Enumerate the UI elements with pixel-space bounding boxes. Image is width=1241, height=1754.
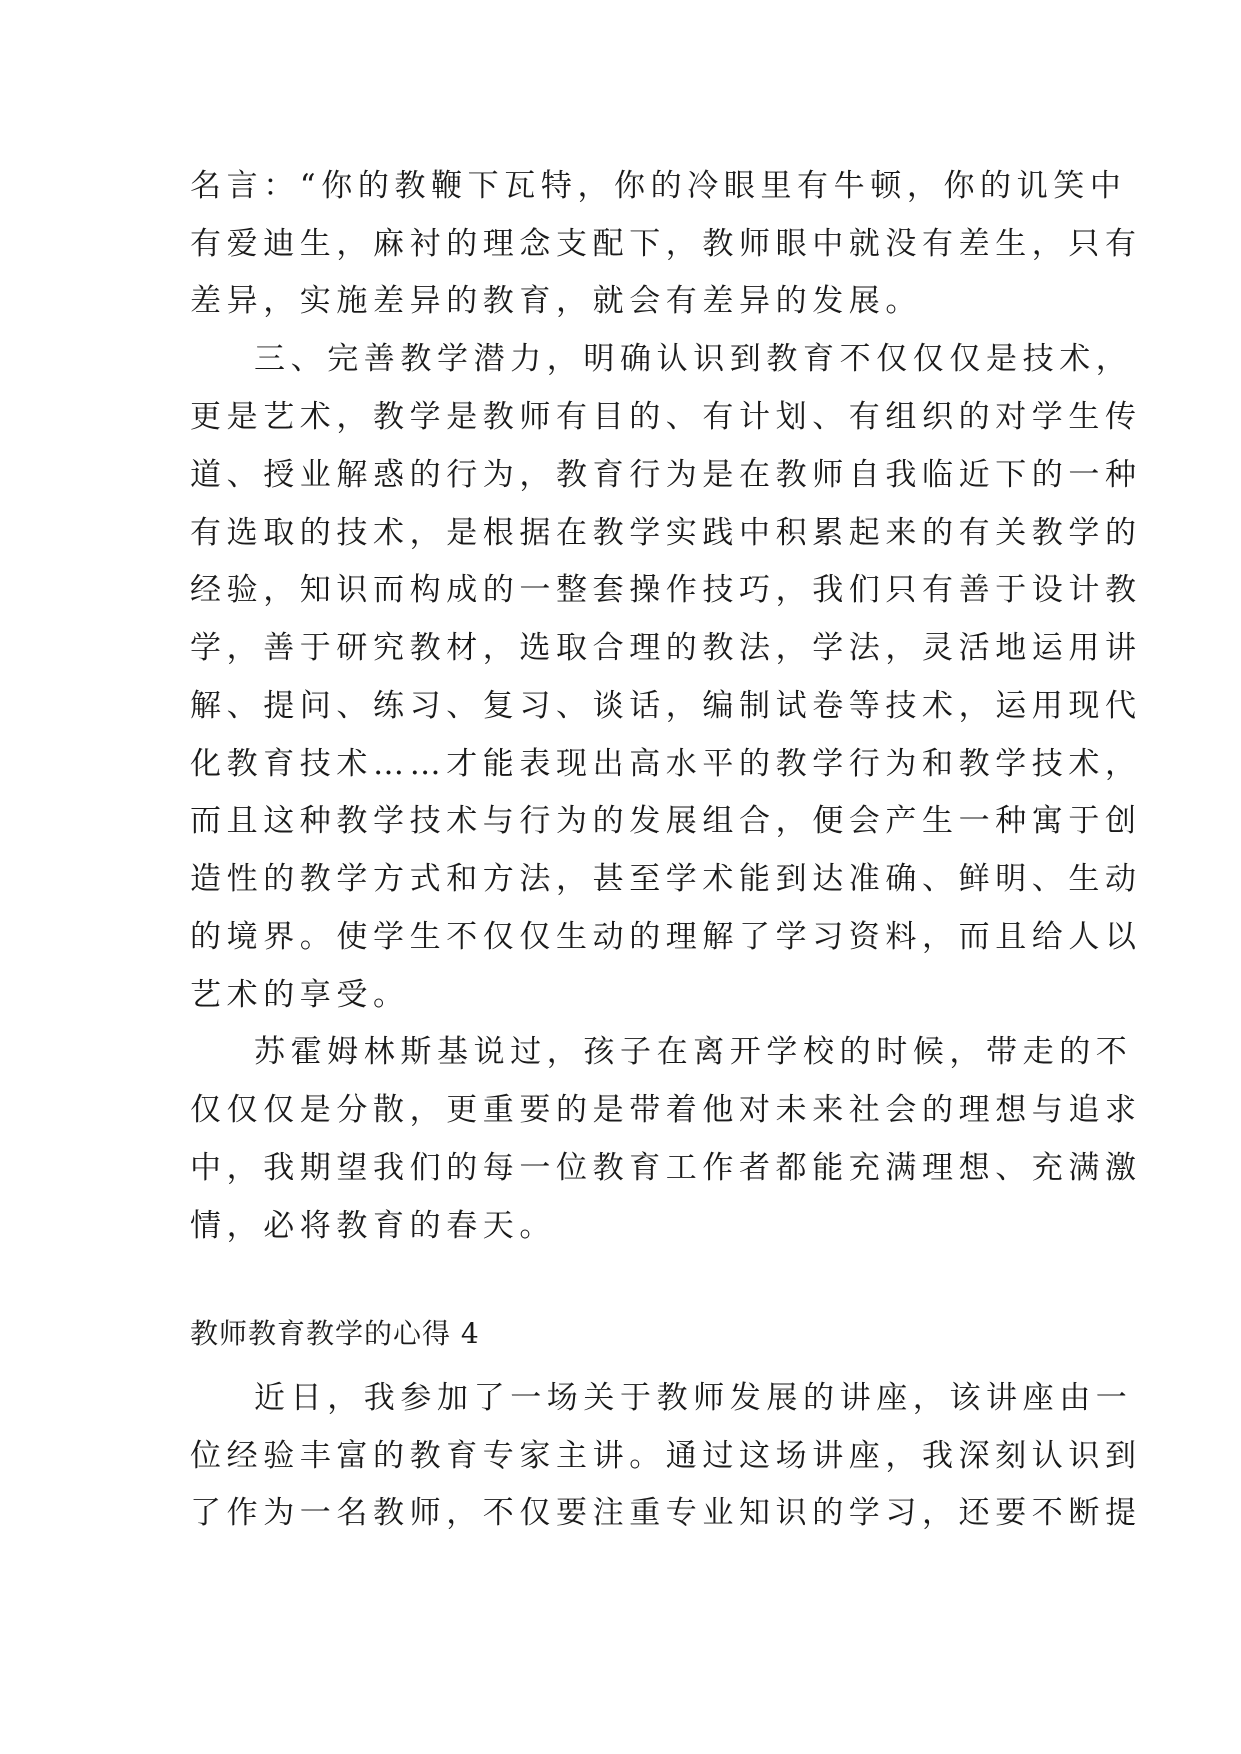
text-line: 经验，知识而构成的一整套操作技巧，我们只有善于设计教 [190, 572, 1142, 608]
text-line: 的境界。使学生不仅仅生动的理解了学习资料，而且给人以 [190, 919, 1142, 955]
text-line: 位经验丰富的教育专家主讲。通过这场讲座，我深刻认识到 [190, 1438, 1142, 1474]
text-line: 学，善于研究教材，选取合理的教法，学法，灵活地运用讲 [190, 630, 1142, 666]
text-line: 化教育技术……才能表现出高水平的教学行为和教学技术， [190, 746, 1142, 782]
text-line: 了作为一名教师，不仅要注重专业知识的学习，还要不断提 [190, 1495, 1142, 1531]
text-line: 更是艺术，教学是教师有目的、有计划、有组织的对学生传 [190, 399, 1142, 435]
text-line: 而且这种教学技术与行为的发展组合，便会产生一种寓于创 [190, 803, 1142, 839]
section-heading: 教师教育教学的心得 4 [190, 1317, 480, 1350]
text-line: 苏霍姆林斯基说过，孩子在离开学校的时候，带走的不 [254, 1034, 1133, 1070]
text-line: 差异，实施差异的教育，就会有差异的发展。 [190, 283, 922, 319]
text-line: 仅仅仅是分散，更重要的是带着他对未来社会的理想与追求 [190, 1092, 1142, 1128]
text-line: 中，我期望我们的每一位教育工作者都能充满理想、充满激 [190, 1150, 1142, 1186]
text-line: 造性的教学方式和方法，甚至学术能到达准确、鲜明、生动 [190, 861, 1142, 897]
text-line: 道、授业解惑的行为，教育行为是在教师自我临近下的一种 [190, 457, 1142, 493]
text-line: 情，必将教育的春天。 [190, 1208, 556, 1244]
text-line: 有选取的技术，是根据在教学实践中积累起来的有关教学的 [190, 515, 1142, 551]
text-line: 有爱迪生，麻衬的理念支配下，教师眼中就没有差生，只有 [190, 226, 1142, 262]
text-line: 解、提问、练习、复习、谈话，编制试卷等技术，运用现代 [190, 688, 1142, 724]
text-line: 艺术的享受。 [190, 977, 410, 1013]
text-line: 名言：“你的教鞭下瓦特，你的冷眼里有牛顿，你的讥笑中 [190, 168, 1127, 204]
text-line: 近日，我参加了一场关于教师发展的讲座，该讲座由一 [254, 1380, 1133, 1416]
text-line: 三、完善教学潜力，明确认识到教育不仅仅仅是技术， [254, 341, 1133, 377]
